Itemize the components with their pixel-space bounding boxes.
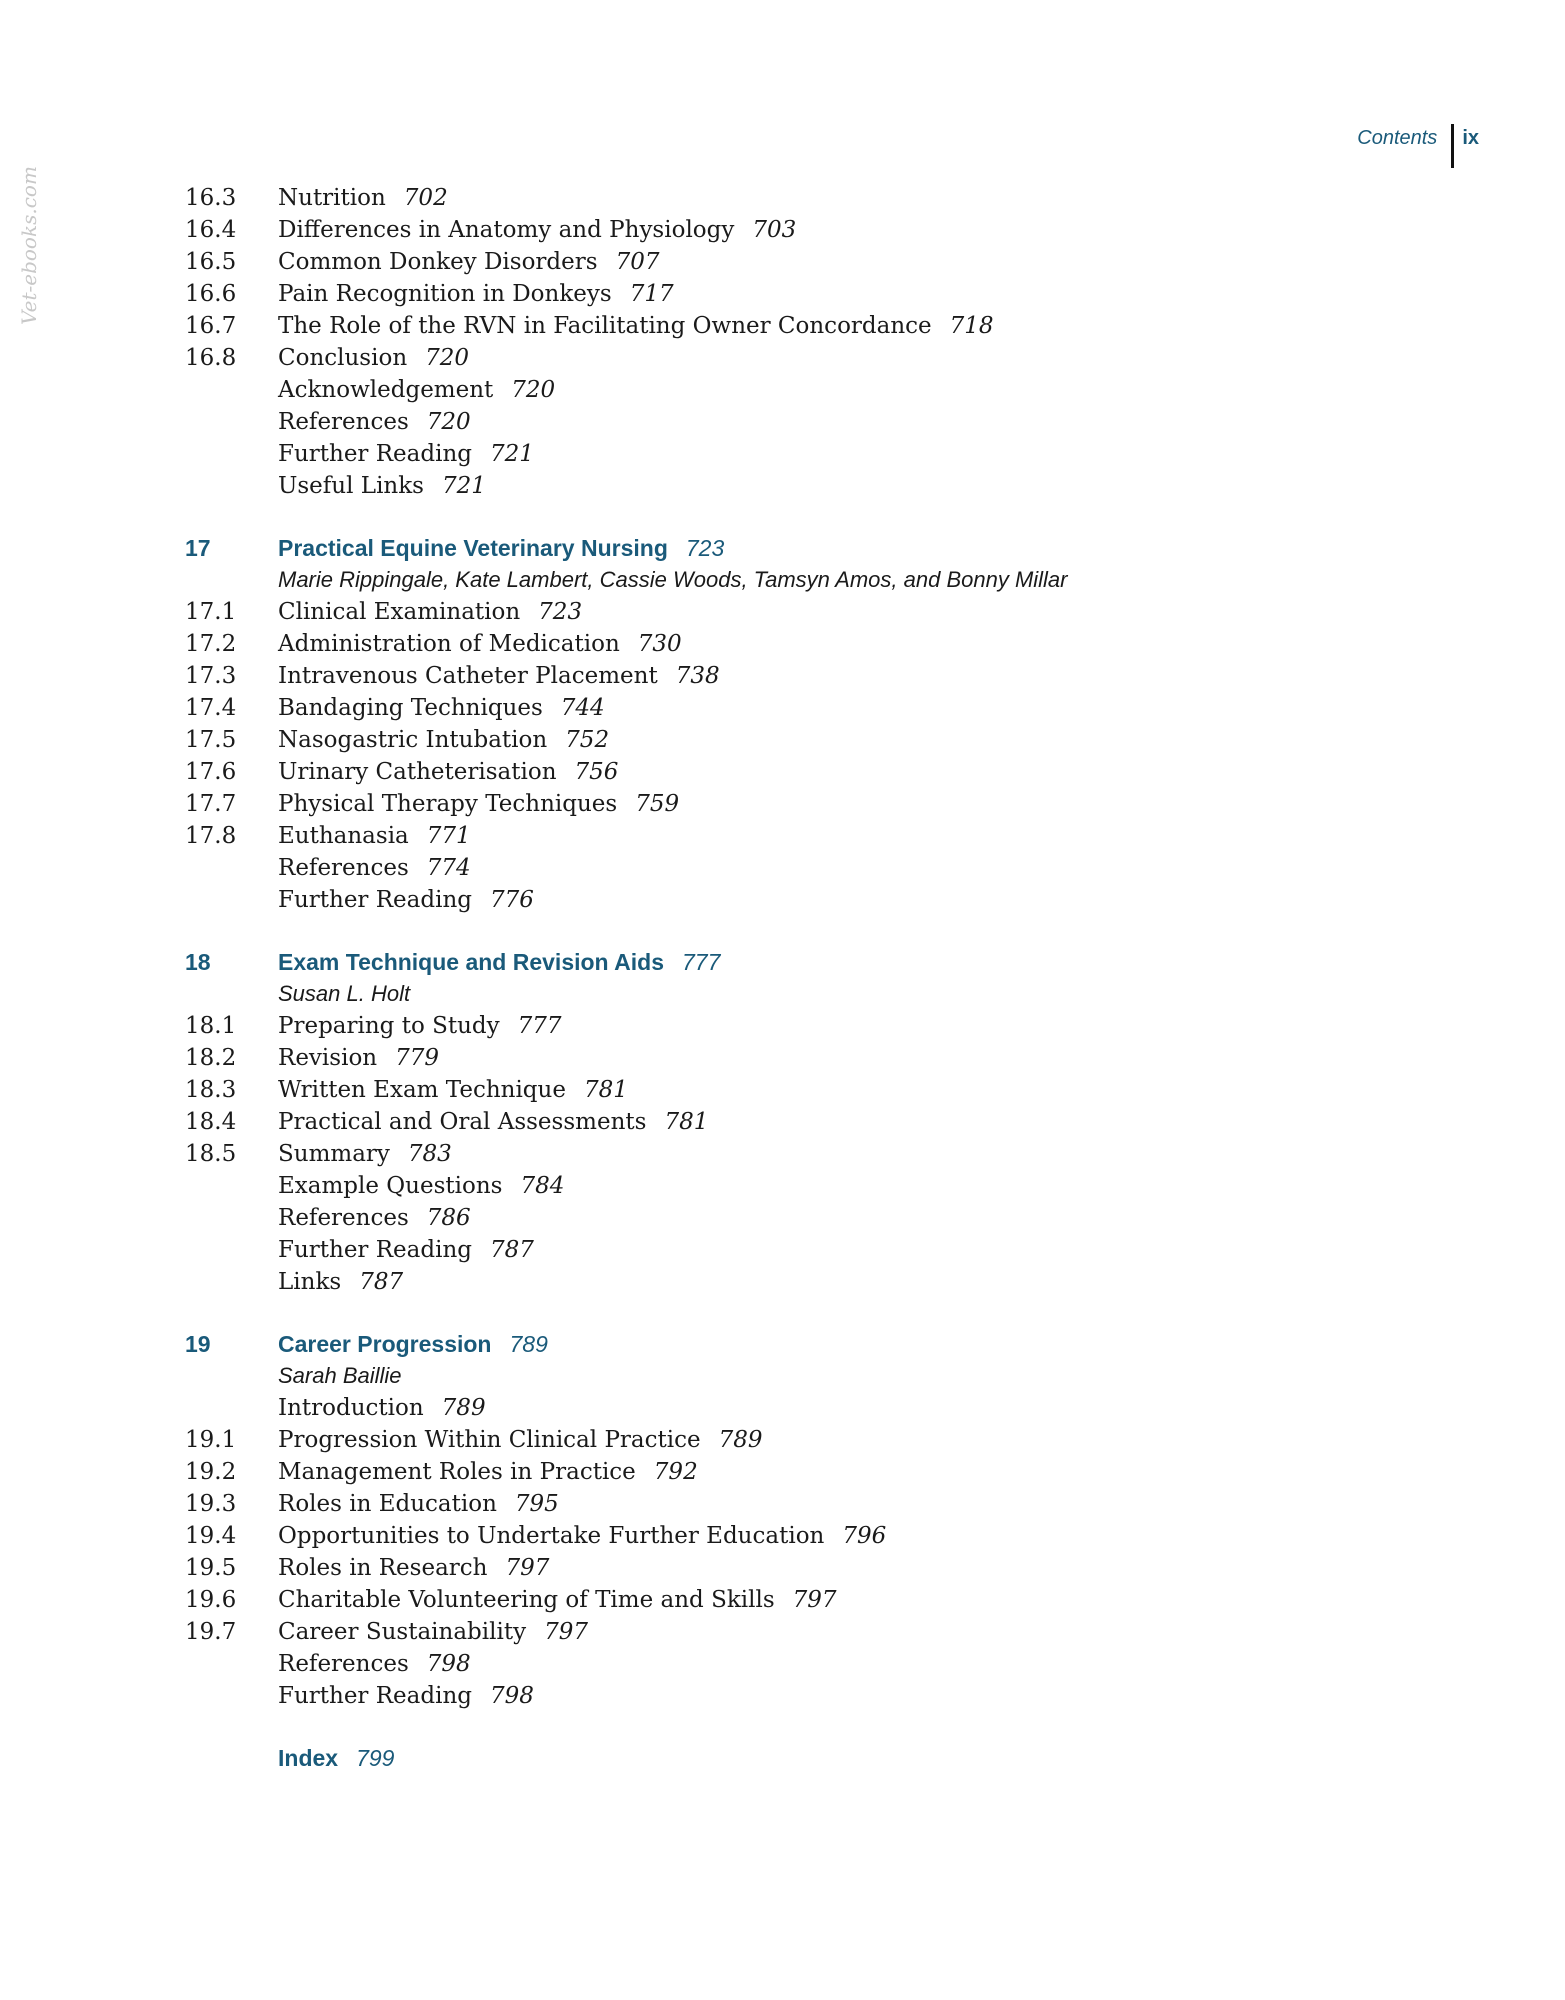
section-title: Differences in Anatomy and Physiology — [278, 217, 735, 243]
toc-entry[interactable] — [185, 1074, 1435, 1106]
chapter-spacer — [185, 502, 1435, 532]
entry-title-line — [278, 1520, 886, 1552]
section-page: 718 — [949, 313, 994, 339]
entry-title-line — [278, 1456, 698, 1488]
section-number: 16.3 — [185, 185, 237, 211]
toc-entry[interactable] — [185, 374, 1435, 406]
toc-entry[interactable] — [185, 1680, 1435, 1712]
toc-entry[interactable] — [185, 1488, 1435, 1520]
entry-title-line — [278, 470, 486, 502]
chapter-page: 789 — [509, 1331, 548, 1357]
section-page: 717 — [629, 281, 674, 307]
section-title: Charitable Volunteering of Time and Skills — [278, 1587, 775, 1613]
toc-entry[interactable] — [185, 246, 1435, 278]
entry-title-line — [278, 438, 534, 470]
toc-entry[interactable] — [185, 852, 1435, 884]
entry-title-line — [278, 660, 720, 692]
toc-entry[interactable] — [185, 788, 1435, 820]
entry-title-line — [278, 310, 994, 342]
section-number: 17.5 — [185, 727, 237, 753]
entry-title-line — [278, 884, 534, 916]
entry-title-line — [278, 1234, 534, 1266]
toc-entry[interactable] — [185, 214, 1435, 246]
section-page: 723 — [538, 599, 583, 625]
section-title: Roles in Education — [278, 1491, 497, 1517]
section-page: 720 — [425, 345, 470, 371]
chapter-authors — [185, 1360, 1435, 1392]
entry-title-line — [278, 1488, 559, 1520]
chapter-number: 19 — [185, 1331, 211, 1357]
section-title: Pain Recognition in Donkeys — [278, 281, 612, 307]
entry-title-line — [278, 1042, 439, 1074]
section-number: 17.2 — [185, 631, 237, 657]
section-page: 781 — [664, 1109, 709, 1135]
toc-entry[interactable] — [185, 1202, 1435, 1234]
section-title: Career Sustainability — [278, 1619, 527, 1645]
section-number: 19.6 — [185, 1587, 237, 1613]
entry-title-line — [278, 596, 582, 628]
toc-entry[interactable] — [185, 1648, 1435, 1680]
section-page: 796 — [842, 1523, 887, 1549]
entry-title-line — [278, 1680, 534, 1712]
authors-text: Susan L. Holt — [278, 981, 411, 1006]
section-title: Acknowledgement — [278, 377, 494, 403]
toc-entry[interactable] — [185, 1616, 1435, 1648]
toc-entry[interactable] — [185, 406, 1435, 438]
section-page: 797 — [505, 1555, 550, 1581]
section-page: 787 — [359, 1269, 404, 1295]
section-title: Written Exam Technique — [278, 1077, 566, 1103]
section-number: 19.2 — [185, 1459, 237, 1485]
authors-text: Sarah Baillie — [278, 1363, 402, 1388]
section-number: 17.6 — [185, 759, 237, 785]
entry-title-line — [278, 756, 618, 788]
section-title: Clinical Examination — [278, 599, 521, 625]
section-title: Further Reading — [278, 1237, 472, 1263]
section-number: 19.4 — [185, 1523, 237, 1549]
chapter-title: Exam Technique and Revision Aids — [278, 949, 664, 975]
section-title: Further Reading — [278, 887, 472, 913]
section-title: Nutrition — [278, 185, 386, 211]
section-page: 779 — [395, 1045, 440, 1071]
toc-entry[interactable] — [185, 1170, 1435, 1202]
entry-title-line — [278, 788, 679, 820]
chapter-number: 17 — [185, 535, 211, 561]
chapter-number: 18 — [185, 949, 211, 975]
toc-entry[interactable] — [185, 1010, 1435, 1042]
entry-title-line — [278, 246, 659, 278]
entry-title-line — [278, 1170, 564, 1202]
section-number: 16.7 — [185, 313, 237, 339]
section-number: 19.5 — [185, 1555, 237, 1581]
toc-entry[interactable] — [185, 1552, 1435, 1584]
toc-entry[interactable] — [185, 1266, 1435, 1298]
section-number: 17.7 — [185, 791, 237, 817]
toc-entry[interactable] — [185, 1234, 1435, 1266]
table-of-contents — [185, 182, 1435, 1774]
entry-title-line — [278, 182, 448, 214]
entry-title-line — [278, 1552, 549, 1584]
section-page: 720 — [511, 377, 556, 403]
chapter-title: Career Progression — [278, 1331, 492, 1357]
section-title: Links — [278, 1269, 342, 1295]
entry-title-line — [278, 214, 796, 246]
section-title: Progression Within Clinical Practice — [278, 1427, 701, 1453]
section-page: 789 — [441, 1395, 486, 1421]
section-title: Urinary Catheterisation — [278, 759, 557, 785]
section-number: 17.4 — [185, 695, 237, 721]
entry-title-line — [278, 1424, 763, 1456]
page-number: ix — [1462, 127, 1479, 149]
chapter-page: 777 — [681, 949, 721, 975]
section-page: 786 — [426, 1205, 471, 1231]
entry-title-line — [278, 374, 555, 406]
section-number: 19.3 — [185, 1491, 237, 1517]
section-title: Conclusion — [278, 345, 408, 371]
section-page: 730 — [637, 631, 682, 657]
entry-title-line — [278, 406, 471, 438]
entry-title-line — [278, 628, 682, 660]
section-title: Roles in Research — [278, 1555, 488, 1581]
section-number: 17.1 — [185, 599, 237, 625]
toc-entry[interactable] — [185, 1138, 1435, 1170]
entry-title-line — [278, 1392, 486, 1424]
toc-entry[interactable] — [185, 820, 1435, 852]
section-number: 16.6 — [185, 281, 237, 307]
section-title: Revision — [278, 1045, 378, 1071]
chapter-title-line — [278, 532, 724, 564]
entry-title-line — [278, 1106, 708, 1138]
chapter-title: Practical Equine Veterinary Nursing — [278, 535, 668, 561]
toc-entry[interactable] — [185, 1456, 1435, 1488]
section-page: 744 — [560, 695, 605, 721]
chapter-heading[interactable] — [185, 1328, 1435, 1360]
entry-title-line — [278, 820, 471, 852]
toc-entry[interactable] — [185, 1424, 1435, 1456]
toc-entry[interactable] — [185, 1520, 1435, 1552]
section-number: 18.1 — [185, 1013, 237, 1039]
section-title: Preparing to Study — [278, 1013, 500, 1039]
section-number: 18.2 — [185, 1045, 237, 1071]
chapter-title-line — [278, 1742, 394, 1774]
toc-entry[interactable] — [185, 1106, 1435, 1138]
section-page: 771 — [426, 823, 471, 849]
chapter-spacer — [185, 1712, 1435, 1742]
section-number: 18.5 — [185, 1141, 237, 1167]
section-page: 797 — [792, 1587, 837, 1613]
toc-entry[interactable] — [185, 438, 1435, 470]
toc-entry[interactable] — [185, 1042, 1435, 1074]
watermark-text: Vet-ebooks.com — [17, 166, 41, 325]
section-number: 17.8 — [185, 823, 237, 849]
toc-entry[interactable] — [185, 756, 1435, 788]
section-title: Physical Therapy Techniques — [278, 791, 618, 817]
section-number: 18.3 — [185, 1077, 237, 1103]
section-page: 798 — [490, 1683, 534, 1709]
section-page: 702 — [403, 185, 448, 211]
section-title: Further Reading — [278, 441, 472, 467]
header-divider — [1451, 124, 1454, 168]
section-page: 789 — [718, 1427, 763, 1453]
section-page: 707 — [615, 249, 660, 275]
entry-title-line — [278, 1266, 403, 1298]
section-number: 19.1 — [185, 1427, 237, 1453]
section-title: Nasogastric Intubation — [278, 727, 548, 753]
toc-entry[interactable] — [185, 692, 1435, 724]
toc-entry[interactable] — [185, 1584, 1435, 1616]
section-page: 792 — [653, 1459, 698, 1485]
section-number: 19.7 — [185, 1619, 237, 1645]
chapter-heading[interactable] — [185, 532, 1435, 564]
section-title: References — [278, 409, 409, 435]
section-title: Administration of Medication — [278, 631, 620, 657]
toc-entry[interactable] — [185, 310, 1435, 342]
entry-title-line — [278, 1616, 588, 1648]
chapter-page: 723 — [685, 535, 725, 561]
section-title: Introduction — [278, 1395, 424, 1421]
running-header — [1357, 124, 1479, 168]
chapter-title: Index — [278, 1745, 339, 1771]
section-title: Contents — [1357, 127, 1438, 149]
authors-text: Marie Rippingale, Kate Lambert, Cassie Woods, Tamsyn Amos, and Bonny Millar — [278, 567, 1068, 592]
section-title: Intravenous Catheter Placement — [278, 663, 658, 689]
section-number: 16.4 — [185, 217, 237, 243]
watermark-logo — [10, 160, 50, 330]
section-number: 17.3 — [185, 663, 237, 689]
chapter-authors — [185, 978, 1435, 1010]
section-title: Common Donkey Disorders — [278, 249, 598, 275]
section-title: References — [278, 1651, 409, 1677]
section-title: References — [278, 1205, 409, 1231]
section-page: 797 — [544, 1619, 588, 1645]
section-title: Euthanasia — [278, 823, 409, 849]
entry-title-line — [278, 1202, 471, 1234]
chapter-page: 799 — [356, 1745, 395, 1771]
section-page: 774 — [426, 855, 471, 881]
section-page: 703 — [752, 217, 797, 243]
section-page: 784 — [520, 1173, 565, 1199]
section-number: 16.5 — [185, 249, 237, 275]
entry-title-line — [278, 278, 674, 310]
section-title: References — [278, 855, 409, 881]
section-page: 776 — [490, 887, 534, 913]
section-page: 738 — [675, 663, 720, 689]
toc-entry[interactable] — [185, 182, 1435, 214]
section-page: 795 — [514, 1491, 559, 1517]
entry-title-line — [278, 1648, 471, 1680]
toc-entry[interactable] — [185, 342, 1435, 374]
section-page: 783 — [407, 1141, 452, 1167]
entry-title-line — [278, 1010, 562, 1042]
entry-title-line — [278, 1584, 837, 1616]
toc-entry[interactable] — [185, 278, 1435, 310]
section-page: 721 — [490, 441, 534, 467]
section-title: Opportunities to Undertake Further Education — [278, 1523, 825, 1549]
chapter-authors — [185, 564, 1435, 596]
section-page: 752 — [565, 727, 610, 753]
section-number: 18.4 — [185, 1109, 237, 1135]
section-title: The Role of the RVN in Facilitating Owner Concordance — [278, 313, 932, 339]
section-page: 759 — [635, 791, 680, 817]
toc-entry[interactable] — [185, 724, 1435, 756]
section-title: Useful Links — [278, 473, 424, 499]
entry-title-line — [278, 1138, 452, 1170]
chapter-spacer — [185, 1298, 1435, 1328]
entry-title-line — [278, 724, 609, 756]
toc-entry[interactable] — [185, 470, 1435, 502]
entry-title-line — [278, 692, 605, 724]
section-title: Example Questions — [278, 1173, 503, 1199]
section-title: Practical and Oral Assessments — [278, 1109, 647, 1135]
chapter-title-line — [278, 1328, 548, 1360]
section-page: 756 — [574, 759, 619, 785]
entry-title-line — [278, 852, 471, 884]
section-page: 798 — [426, 1651, 471, 1677]
section-title: Management Roles in Practice — [278, 1459, 636, 1485]
chapter-heading[interactable] — [185, 946, 1435, 978]
entry-title-line — [278, 342, 469, 374]
toc-entry[interactable] — [185, 628, 1435, 660]
chapter-title-line — [278, 946, 720, 978]
toc-entry[interactable] — [185, 1392, 1435, 1424]
section-title: Bandaging Techniques — [278, 695, 543, 721]
chapter-spacer — [185, 916, 1435, 946]
toc-entry[interactable] — [185, 884, 1435, 916]
entry-title-line — [278, 1074, 628, 1106]
section-title: Further Reading — [278, 1683, 472, 1709]
section-page: 787 — [490, 1237, 534, 1263]
toc-entry[interactable] — [185, 596, 1435, 628]
section-page: 720 — [426, 409, 471, 435]
section-page: 781 — [583, 1077, 628, 1103]
chapter-heading[interactable] — [185, 1742, 1435, 1774]
toc-entry[interactable] — [185, 660, 1435, 692]
section-number: 16.8 — [185, 345, 237, 371]
section-page: 721 — [441, 473, 486, 499]
section-page: 777 — [517, 1013, 562, 1039]
section-title: Summary — [278, 1141, 390, 1167]
